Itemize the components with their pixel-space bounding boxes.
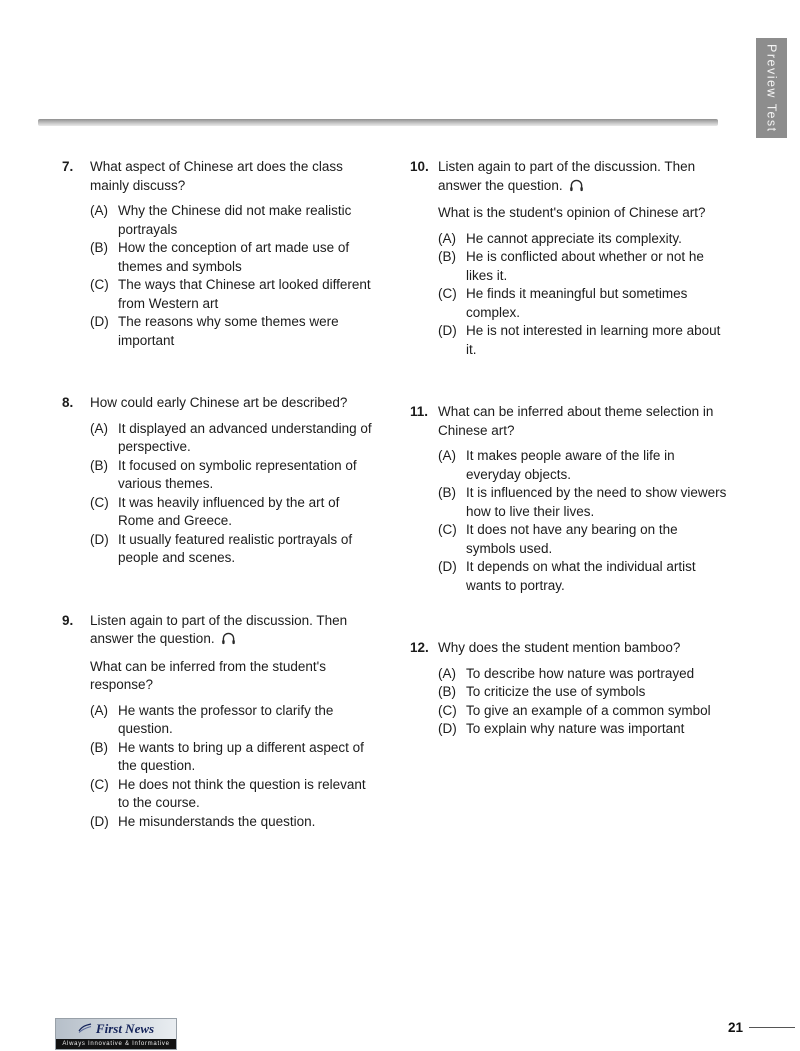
- choice-8-D: [90, 531, 374, 568]
- question-column-left: [62, 158, 374, 875]
- choice-label: (A): [90, 702, 108, 718]
- choice-label: (B): [90, 457, 108, 473]
- choice-12-B: [438, 683, 730, 702]
- headphones-icon: [221, 632, 236, 651]
- choice-label: (A): [438, 230, 456, 246]
- choice-7-D: [90, 313, 374, 350]
- question-substem: What is the student's opinion of Chinese art?: [438, 205, 706, 220]
- question-stem: Listen again to part of the discussion. Then answer the question.: [438, 158, 730, 197]
- question-10: [410, 158, 730, 359]
- question-stem: What can be inferred about theme selection in Chinese art?: [438, 404, 714, 438]
- page-number-rule: [749, 1027, 795, 1028]
- choice-7-C: [90, 276, 374, 313]
- headphones-icon: [569, 179, 584, 198]
- choice-8-A: [90, 420, 374, 457]
- choice-label: (D): [90, 813, 109, 829]
- logo-banner: [56, 1019, 176, 1039]
- choice-label: (D): [90, 314, 109, 329]
- choice-label: (B): [438, 249, 456, 264]
- choice-text: He does not think the question is relevant to the course.: [118, 776, 366, 810]
- choice-label: (A): [90, 203, 108, 218]
- choice-text: It was heavily influenced by the art of Rome and Greece.: [118, 494, 340, 528]
- choice-label: (C): [438, 522, 457, 537]
- choice-8-C: [90, 494, 374, 531]
- choice-label: (B): [90, 240, 108, 255]
- choice-text: He is conflicted about whether or not he likes it.: [466, 249, 704, 283]
- logo-swoosh-icon: [78, 1021, 92, 1037]
- question-substem: What can be inferred from the student's response?: [90, 658, 326, 692]
- choice-12-A: [438, 665, 730, 684]
- choice-text: The reasons why some themes were important: [118, 314, 339, 348]
- choice-11-D: [438, 558, 730, 595]
- choice-9-A: [90, 702, 374, 739]
- choice-text: It makes people aware of the life in everyday objects.: [466, 448, 675, 482]
- choice-7-B: [90, 239, 374, 276]
- choice-9-B: [90, 739, 374, 776]
- logo-title: First News: [95, 1021, 155, 1036]
- choice-label: (A): [438, 665, 456, 681]
- choice-text: To criticize the use of symbols: [466, 684, 646, 699]
- page-number: [728, 1020, 795, 1035]
- question-number: 8.: [62, 395, 74, 410]
- question-7: [62, 158, 374, 350]
- question-stem-row: [62, 394, 374, 413]
- first-news-logo: [55, 1018, 177, 1050]
- question-column-right: [410, 158, 730, 875]
- choice-9-D: [90, 813, 374, 832]
- question-8: [62, 394, 374, 568]
- choice-text: To explain why nature was important: [466, 721, 685, 736]
- question-stem-row: [62, 158, 374, 195]
- question-stem-row: [62, 612, 374, 651]
- question-stem-row: [410, 639, 730, 658]
- logo-subtitle: Always Innovative & Informative: [56, 1039, 176, 1049]
- question-stem-row: [410, 158, 730, 197]
- question-stem: Listen again to part of the discussion. Then answer the question.: [90, 612, 374, 651]
- question-columns: [62, 158, 730, 875]
- choice-text: He finds it meaningful but sometimes complex.: [466, 286, 688, 320]
- choice-text: Why the Chinese did not make realistic portrayals: [118, 203, 352, 237]
- question-number: 10.: [410, 159, 429, 174]
- choice-label: (B): [438, 485, 456, 500]
- choice-label: (C): [90, 776, 109, 792]
- choice-12-C: [438, 702, 730, 721]
- choice-text: The ways that Chinese art looked different from Western art: [118, 277, 371, 311]
- choice-label: (D): [90, 531, 109, 547]
- choice-text: How the conception of art made use of themes and symbols: [118, 240, 350, 274]
- question-stem: How could early Chinese art be described?: [90, 395, 348, 410]
- choice-text: He cannot appreciate its complexity.: [466, 230, 682, 246]
- choice-text: It is influenced by the need to show viewers how to live their lives.: [466, 485, 727, 519]
- choice-text: It depends on what the individual artist wants to portray.: [466, 559, 696, 593]
- choice-label: (B): [90, 739, 108, 755]
- choice-label: (D): [438, 323, 457, 338]
- choice-text: To give an example of a common symbol: [466, 702, 711, 718]
- question-11: [410, 403, 730, 595]
- choice-11-A: [438, 447, 730, 484]
- choice-label: (A): [438, 448, 456, 463]
- question-stem: What aspect of Chinese art does the class mainly discuss?: [90, 159, 343, 193]
- preview-test-tab: [756, 38, 787, 138]
- top-divider: [38, 119, 718, 126]
- choice-10-C: [438, 285, 730, 322]
- question-stem: Why does the student mention bamboo?: [438, 640, 681, 655]
- choice-text: He is not interested in learning more about it.: [466, 323, 721, 357]
- question-number: 11.: [410, 404, 429, 419]
- choice-label: (A): [90, 420, 108, 436]
- choice-text: It usually featured realistic portrayals of people and scenes.: [118, 531, 353, 565]
- choice-text: He wants to bring up a different aspect of the question.: [118, 739, 364, 773]
- choice-10-A: [438, 230, 730, 249]
- choice-text: He misunderstands the question.: [118, 813, 316, 829]
- question-9: [62, 612, 374, 832]
- choice-label: (D): [438, 721, 457, 736]
- choice-label: (C): [438, 702, 457, 718]
- choice-9-C: [90, 776, 374, 813]
- question-number: 9.: [62, 612, 74, 628]
- choice-12-D: [438, 720, 730, 739]
- choice-text: It does not have any bearing on the symbols used.: [466, 522, 678, 556]
- question-number: 7.: [62, 159, 74, 174]
- choice-label: (C): [90, 494, 109, 510]
- choice-label: (B): [438, 684, 456, 699]
- choice-text: It displayed an advanced understanding of perspective.: [118, 420, 372, 454]
- choice-text: He wants the professor to clarify the question.: [118, 702, 334, 736]
- question-12: [410, 639, 730, 739]
- choice-label: (C): [90, 277, 109, 292]
- choice-10-B: [438, 248, 730, 285]
- choice-10-D: [438, 322, 730, 359]
- question-stem-row: [410, 403, 730, 440]
- page-number-value: 21: [728, 1020, 744, 1035]
- choice-8-B: [90, 457, 374, 494]
- choice-label: (D): [438, 559, 457, 574]
- choice-7-A: [90, 202, 374, 239]
- choice-11-C: [438, 521, 730, 558]
- choice-text: To describe how nature was portrayed: [466, 665, 695, 681]
- question-number: 12.: [410, 640, 429, 655]
- preview-test-tab-label: Preview Test: [764, 43, 779, 133]
- choice-text: It focused on symbolic representation of various themes.: [118, 457, 357, 491]
- choice-11-B: [438, 484, 730, 521]
- choice-label: (C): [438, 286, 457, 301]
